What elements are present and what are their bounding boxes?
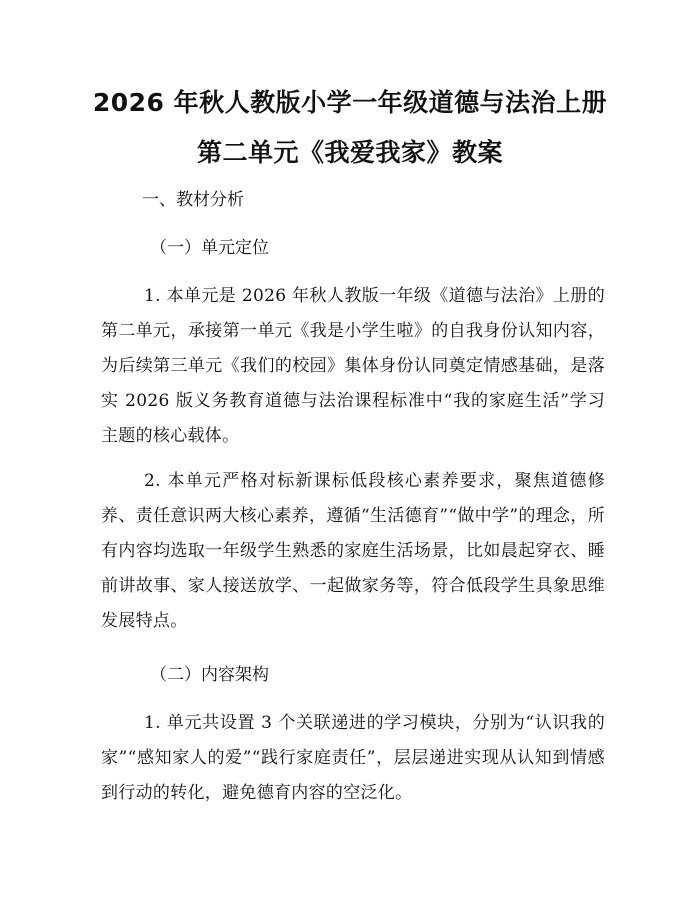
- paragraph-content-structure-1: 1. 单元共设置 3 个关联递进的学习模块，分别为“认识我的家”“感知家人的爱”“践行家庭责任”，层层递进实现从认知到情感到行动的转化，避免德育内容的空泛化。: [101, 713, 605, 803]
- document-title-line-2: 第二单元《我爱我家》教案: [196, 138, 503, 167]
- subsection-heading-unit-positioning: （一）单元定位: [150, 238, 269, 258]
- subsection-heading-content-structure: （二）内容架构: [150, 665, 269, 685]
- section-heading-materials-analysis: 一、教材分析: [142, 190, 244, 210]
- paragraph-unit-positioning-1: 1. 本单元是 2026 年秋人教版一年级《道德与法治》上册的第二单元，承接第一单元《我是小学生啦》的自我身份认知内容，为后续第三单元《我们的校园》集体身份认同奠定情感基础，是落实 2026 版义务教育道德与法治课程标准中“我的家庭生活”学习主题的核心载体。: [101, 286, 605, 446]
- paragraph-unit-positioning-2: 2. 本单元严格对标新课标低段核心素养要求，聚焦道德修养、责任意识两大核心素养，遵循“生活德育”“做中学”的理念，所有内容均选取一年级学生熟悉的家庭生活场景，比如晨起穿衣、睡前讲故事、家人接送放学、一起做家务等，符合低段学生具象思维发展特点。: [101, 471, 605, 631]
- document-title-line-1: 2026 年秋人教版小学一年级道德与法治上册: [92, 88, 608, 117]
